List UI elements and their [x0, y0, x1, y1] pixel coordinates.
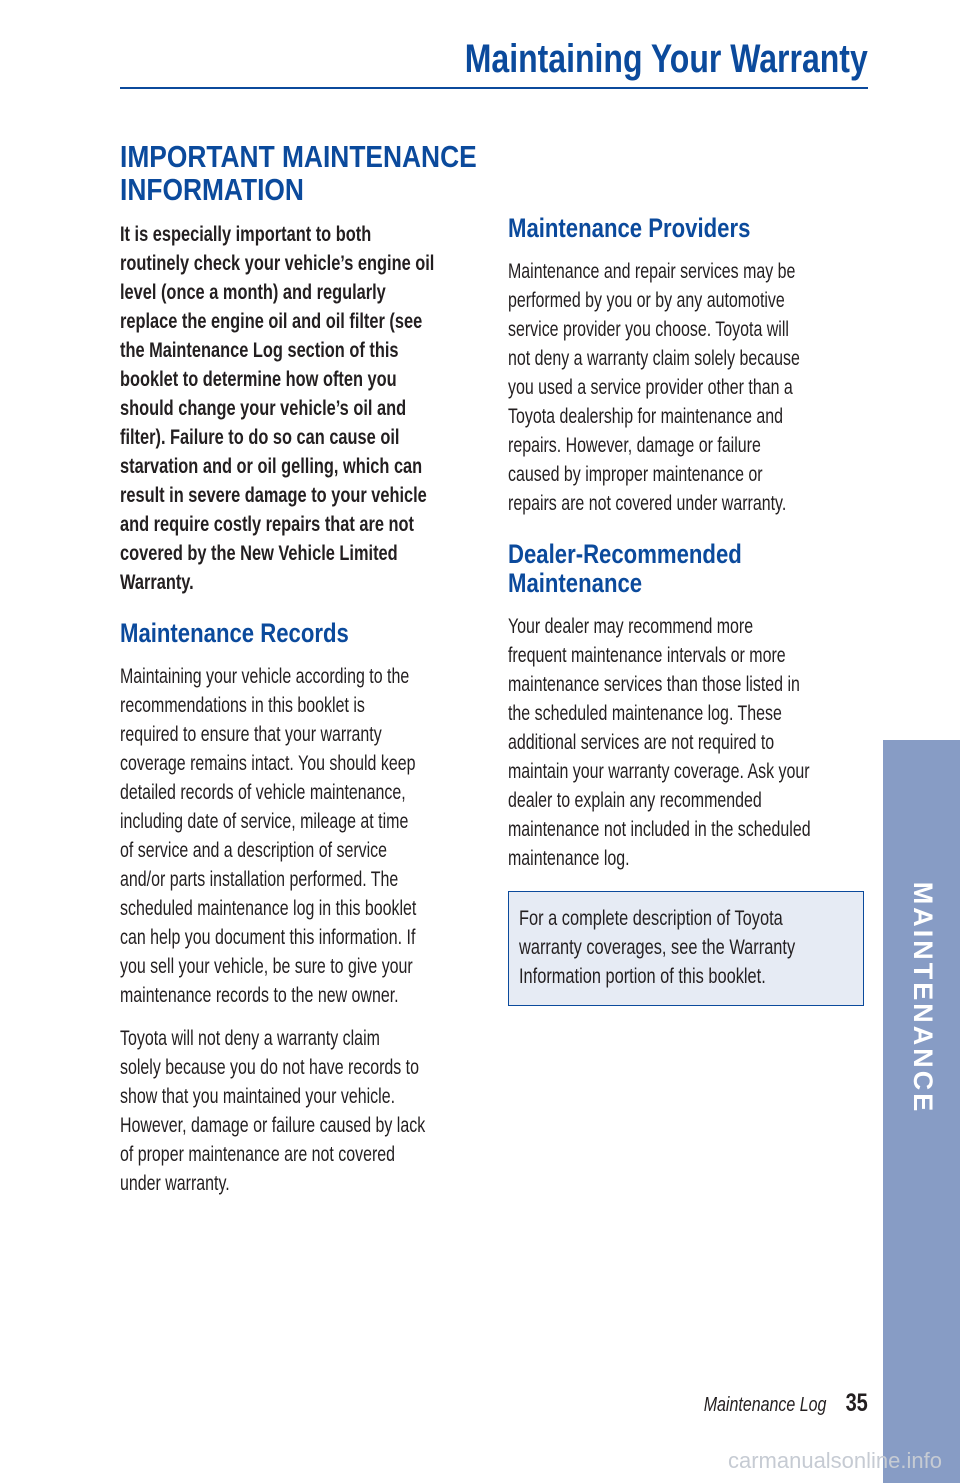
text-line: Maintenance and repair services may be — [508, 260, 796, 283]
text-line: Your dealer may recommend more — [508, 615, 754, 638]
text-line: However, damage or failure caused by lack — [120, 1114, 426, 1137]
maintenance-side-tab[interactable] — [883, 740, 960, 1483]
text-line: recommendations in this booklet is — [120, 694, 365, 717]
text-line: not deny a warranty claim solely because — [508, 347, 800, 370]
text-line: maintain your warranty coverage. Ask your — [508, 760, 810, 783]
providers-paragraph — [508, 257, 868, 518]
important-lead-paragraph — [120, 220, 482, 597]
text-line: you sell your vehicle, be sure to give your — [120, 955, 413, 978]
text-line: maintenance records to the new owner. — [120, 984, 399, 1007]
records-paragraph-1 — [120, 662, 482, 1010]
text-line: additional services are not required to — [508, 731, 775, 754]
text-line: dealer to explain any recommended — [508, 789, 762, 812]
text-line: repairs. However, damage or failure — [508, 434, 761, 457]
text-line: coverage remains intact. You should keep — [120, 752, 416, 775]
text-line: required to ensure that your warranty — [120, 723, 382, 746]
heading-line: IMPORTANT MAINTENANCE — [120, 139, 477, 174]
footer-section-label — [673, 1393, 826, 1417]
text-line: show that you maintained your vehicle. — [120, 1085, 396, 1108]
text-line: solely because you do not have records to — [120, 1056, 420, 1079]
warranty-note-box — [508, 891, 864, 1006]
text-line: maintenance services than those listed in — [508, 673, 800, 696]
maintenance-records-heading-text: Maintenance Records — [120, 618, 349, 648]
dealer-paragraph — [508, 612, 868, 873]
text-line: Information portion of this booklet. — [519, 965, 766, 988]
text-line: the Maintenance Log section of this — [120, 339, 399, 362]
text-line: and require costly repairs that are not — [120, 513, 415, 536]
records-paragraph-2 — [120, 1024, 482, 1198]
important-maintenance-heading — [120, 140, 482, 206]
text-line: maintenance not included in the scheduled — [508, 818, 811, 841]
left-column — [120, 140, 482, 1198]
watermark-text: carmanualsonline.info — [727, 1448, 942, 1473]
right-column — [508, 214, 868, 1006]
page-number-text: 35 — [845, 1389, 868, 1417]
text-line: scheduled maintenance log in this booklet — [120, 897, 417, 920]
text-line: service provider you choose. Toyota will — [508, 318, 789, 341]
page-title — [364, 36, 868, 82]
text-line: result in severe damage to your vehicle — [120, 484, 427, 507]
page-number — [840, 1388, 868, 1418]
text-line: of service and a description of service — [120, 839, 388, 862]
title-rule — [120, 87, 868, 89]
text-line: you used a service provider other than a — [508, 376, 793, 399]
text-line: the scheduled maintenance log. These — [508, 702, 782, 725]
text-line: including date of service, mileage at time — [120, 810, 409, 833]
text-line: of proper maintenance are not covered — [120, 1143, 396, 1166]
text-line: should change your vehicle’s oil and — [120, 397, 407, 420]
maintenance-records-heading — [120, 619, 482, 648]
dealer-recommended-heading — [508, 540, 868, 598]
text-line: Warranty. — [120, 571, 194, 594]
text-line: booklet to determine how often you — [120, 368, 397, 391]
footer-section-text: Maintenance Log — [703, 1394, 826, 1416]
text-line: under warranty. — [120, 1172, 230, 1195]
side-tab-label-text: MAINTENANCE — [907, 881, 938, 1115]
text-line: Toyota dealership for maintenance and — [508, 405, 784, 428]
text-line: warranty coverages, see the Warranty — [519, 936, 796, 959]
text-line: filter). Failure to do so can cause oil — [120, 426, 400, 449]
text-line: detailed records of vehicle maintenance, — [120, 781, 406, 804]
text-line: repairs are not covered under warranty. — [508, 492, 787, 515]
heading-line: Dealer-Recommended — [508, 539, 742, 569]
text-line: level (once a month) and regularly — [120, 281, 386, 304]
text-line: caused by improper maintenance or — [508, 463, 763, 486]
text-line: can help you document this information. If — [120, 926, 416, 949]
text-line: Maintaining your vehicle according to the — [120, 665, 410, 688]
watermark — [728, 1448, 942, 1474]
text-line: routinely check your vehicle’s engine oil — [120, 252, 435, 275]
text-line: It is especially important to both — [120, 223, 372, 246]
page-title-text: Maintaining Your Warranty — [465, 37, 868, 81]
text-line: performed by you or by any automotive — [508, 289, 785, 312]
text-line: starvation and or oil gelling, which can — [120, 455, 423, 478]
text-line: For a complete description of Toyota — [519, 907, 783, 930]
text-line: covered by the New Vehicle Limited — [120, 542, 398, 565]
text-line: and/or parts installation performed. The — [120, 868, 399, 891]
maintenance-providers-heading-text: Maintenance Providers — [508, 213, 751, 243]
text-line: Toyota will not deny a warranty claim — [120, 1027, 380, 1050]
maintenance-providers-heading — [508, 214, 868, 243]
text-line: replace the engine oil and oil filter (see — [120, 310, 423, 333]
text-line: frequent maintenance intervals or more — [508, 644, 786, 667]
heading-line: INFORMATION — [120, 172, 304, 207]
heading-line: Maintenance — [508, 568, 643, 598]
text-line: maintenance log. — [508, 847, 630, 870]
